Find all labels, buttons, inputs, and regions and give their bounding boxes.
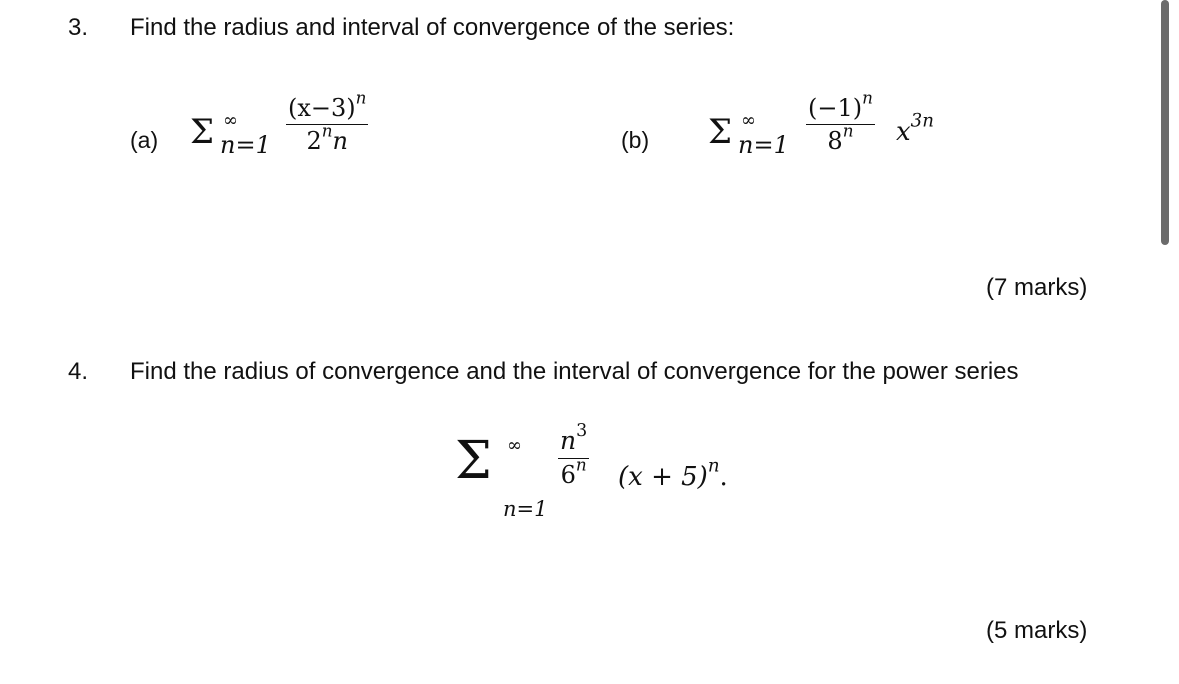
tail-expression: (x + 5): [618, 462, 708, 492]
tail-exponent: n: [707, 455, 720, 477]
fraction-denominator: 8: [827, 127, 843, 156]
question-4-number: 4.: [68, 358, 89, 385]
question-3-marks: (7 marks): [986, 274, 1088, 301]
part-a-label: (a): [130, 127, 159, 153]
question-4-fraction: [558, 420, 589, 489]
tail-variable: x: [896, 117, 911, 147]
part-a-series: [190, 87, 400, 175]
tail-period: .: [719, 462, 728, 492]
question-4-marks: (5 marks): [986, 617, 1088, 644]
numerator-exponent: n: [862, 87, 873, 108]
part-b-tail: [896, 110, 934, 147]
sigma-symbol: Σ: [455, 431, 492, 491]
sum-upper-limit: ∞: [741, 110, 756, 131]
denominator-exponent: n: [842, 120, 854, 141]
sigma-symbol: Σ: [190, 112, 215, 152]
denominator-exponent: n: [575, 453, 587, 474]
sum-upper-limit: ∞: [507, 435, 522, 456]
question-4-text: Find the radius of convergence and the interval of convergence for the power series: [130, 358, 1019, 385]
fraction-numerator: (x−3): [288, 94, 356, 122]
sum-upper-limit: ∞: [223, 110, 238, 131]
numerator-exponent: n: [355, 87, 367, 108]
denominator-exponent: n: [321, 120, 333, 141]
question-3-text: Find the radius and interval of convergence of the series:: [130, 14, 735, 41]
part-b-series: [708, 87, 978, 175]
question-4-tail: [618, 455, 728, 492]
sigma-symbol: Σ: [708, 112, 733, 152]
sum-lower-limit: n=1: [220, 131, 271, 159]
part-a-fraction: [286, 87, 368, 156]
fraction-denominator: 6: [560, 460, 576, 489]
sum-lower-limit: n=1: [503, 497, 548, 521]
vertical-scrollbar[interactable]: [1161, 0, 1169, 245]
question-3-number: 3.: [68, 14, 89, 41]
denominator-tail: n: [332, 127, 348, 156]
fraction-denominator: 2: [306, 127, 322, 156]
question-4-series: [455, 420, 775, 525]
part-b-fraction: [806, 87, 875, 156]
fraction-numerator: n: [560, 426, 577, 455]
part-b-label: (b): [621, 127, 650, 153]
numerator-exponent: 3: [576, 420, 588, 441]
fraction-numerator: (−1): [808, 94, 863, 122]
tail-exponent: 3n: [910, 110, 934, 132]
sum-lower-limit: n=1: [738, 131, 789, 159]
